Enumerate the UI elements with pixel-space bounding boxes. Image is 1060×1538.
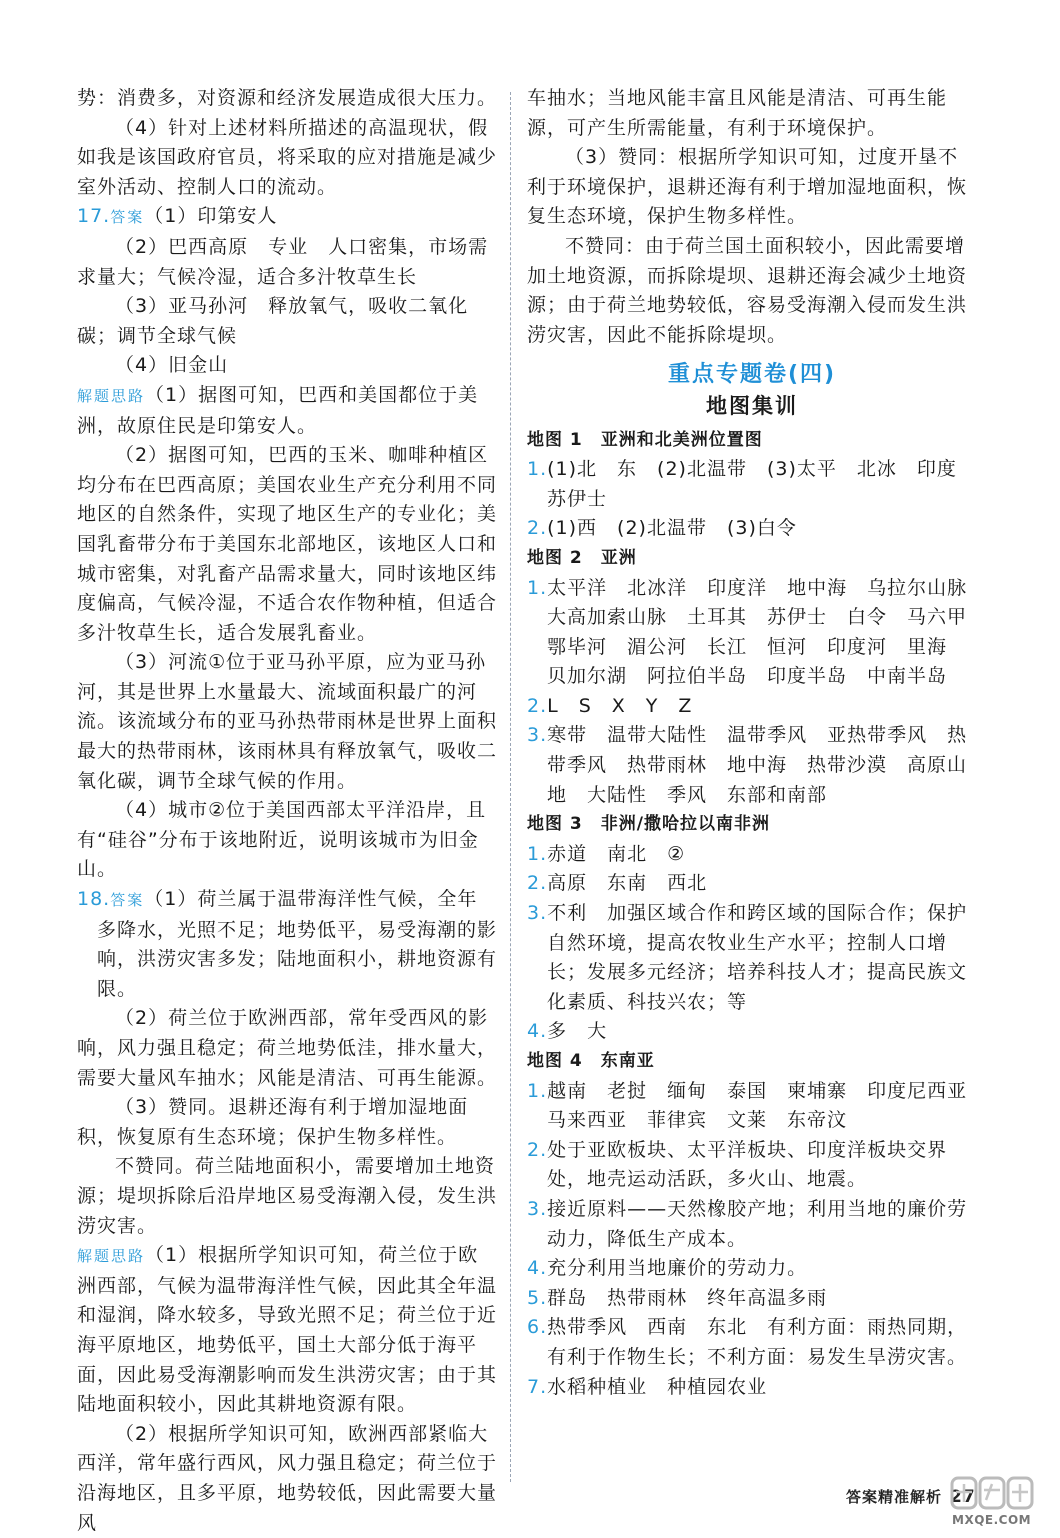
map-exercises [527, 426, 988, 1403]
item-text: L S X Y Z [547, 694, 693, 717]
left-paragraph [77, 1420, 497, 1538]
item-number: 1. [527, 842, 548, 865]
solution-label: 解题思路 [77, 1247, 146, 1266]
left-paragraph [77, 1004, 497, 1093]
right-column [527, 84, 988, 1402]
map-answer-item [527, 721, 977, 810]
paragraph-text: （2）据图可知，巴西的玉米、咖啡种植区均分布在巴西高原；美国农业生产充分利用不同地区的自然条件，实现了地区生产的专业化；美国乳畜带分布于美国东北部地区，该地区人口和城市密集，对乳畜产品需求量大，同时该地区纬度偏高，气候冷湿，不适合农作物种植，但适合多汁牧草生长，适合发展乳畜业。 [77, 444, 498, 644]
map-answer-item [527, 1313, 977, 1372]
right-paragraph [527, 143, 977, 232]
item-text: 水稻种植业 种植园农业 [547, 1375, 768, 1398]
item-number: 1. [527, 576, 548, 599]
paragraph-text: （3）赞同。退耕还海有利于增加湿地面积，恢复原有生态环境；保护生物多样性。 [77, 1096, 469, 1148]
map-heading: 地图 2 亚洲 [527, 547, 637, 568]
map-answer-item [527, 1077, 988, 1136]
item-text: 热带季风 西南 东北 有利方面：雨热同期，有利于作物生长；不利方面：易发生旱涝灾害。 [546, 1316, 968, 1368]
item-text: 越南 老挝 缅甸 泰国 柬埔寨 印度尼西亚 马来西亚 菲律宾 文莱 东帝汶 [546, 1079, 988, 1132]
answer-label: 答案 [110, 891, 145, 910]
item-text: 接近原料——天然橡胶产地；利用当地的廉价劳动力，降低生产成本。 [546, 1197, 968, 1250]
page-number: 27 [950, 1487, 976, 1507]
solution-label: 解题思路 [77, 386, 146, 405]
map-answer-item [527, 1373, 977, 1403]
question-number: 17. [77, 205, 111, 228]
map-answer-item [527, 514, 977, 544]
map-answer-item [527, 1254, 977, 1284]
map-answer-item [527, 899, 977, 1017]
paragraph-text: （3）亚马孙河 释放氧气，吸收二氧化碳；调节全球气候 [77, 295, 469, 347]
paragraph-text: （3）河流①位于亚马孙平原，应为亚马孙河，其是世界上水量最大、流域面积最广的河流。该流域分布的亚马孙热带雨林是世界上面积最大的热带雨林，该雨林具有释放氧气，吸收二氧化碳，调节全球气候的作用。 [77, 651, 498, 792]
item-text: 高原 东南 西北 [547, 872, 708, 895]
item-number: 2. [527, 694, 548, 717]
item-number: 4. [527, 1257, 548, 1280]
left-paragraph [77, 381, 497, 441]
map-answer-item [527, 1195, 977, 1254]
paragraph-text: （2）荷兰位于欧洲西部，常年受西风的影响，风力强且稳定；荷兰地势低洼，排水量大，需要大量风车抽水；风能是清洁、可再生能源。 [77, 1007, 498, 1089]
left-paragraph [77, 1152, 497, 1241]
paragraph-text: （1）印第安人 [144, 205, 278, 228]
map-answer-item [527, 1017, 977, 1047]
paragraph-text: 车抽水；当地风能丰富且风能是清洁、可再生能源，可产生所需能量，有利于环境保护。 [527, 87, 948, 139]
item-text: 充分利用当地廉价的劳动力。 [547, 1257, 808, 1280]
paragraph-text: （4）旧金山 [115, 354, 229, 377]
sub-title: 地图集训 [706, 393, 798, 418]
footer-label: 答案精准解析 [846, 1488, 943, 1506]
item-text: 太平洋 北冰洋 印度洋 地中海 乌拉尔山脉 大高加索山脉 土耳其 苏伊士 白令 马六甲 鄂毕河 湄公河 长江 恒河 印度河 里海 贝加尔湖 阿拉伯半岛 印度半岛 中南半岛 [546, 576, 988, 688]
paragraph-text: （4）城市②位于美国西部太平洋沿岸，且有“硅谷”分布于该地附近，说明该城市为旧金山。 [77, 799, 487, 881]
left-paragraph [77, 292, 497, 351]
map-answer-item [527, 1284, 977, 1314]
watermark-text: MXQE.COM [952, 1513, 1032, 1527]
right-top-answers [527, 84, 977, 350]
item-number: 5. [527, 1286, 548, 1309]
item-text: 多 大 [547, 1020, 608, 1043]
answer-label: 答案 [110, 208, 145, 227]
paragraph-text: 不赞同。荷兰陆地面积小，需要增加土地资源；堤坝拆除后沿岸地区易受海潮入侵，发生洪涝灾害。 [77, 1155, 498, 1237]
right-paragraph [527, 84, 977, 143]
right-paragraph [527, 232, 977, 350]
map-answer-item [527, 869, 977, 899]
item-number: 4. [527, 1020, 548, 1043]
paragraph-text: （1）荷兰属于温带海洋性气候，全年多降水，光照不足；地势低平，易受海潮的影响，洪涝灾害多发；陆地面积小，耕地资源有限。 [96, 888, 497, 1000]
item-text: 群岛 热带雨林 终年高温多雨 [547, 1286, 828, 1309]
left-paragraph [77, 114, 497, 203]
item-text: 处于亚欧板块、太平洋板块、印度洋板块交界处，地壳运动活跃，多火山、地震。 [546, 1138, 948, 1191]
map-answer-item [527, 840, 977, 870]
paragraph-text: （2）巴西高原 专业 人口密集，市场需求量大；气候冷湿，适合多汁牧草生长 [77, 235, 489, 288]
paragraph-text: （1）根据所学知识可知，荷兰位于欧洲西部，气候为温带海洋性气候，因此其全年温和湿润，降水较多，导致光照不足；荷兰位于近海平原地区，地势低平，国土大部分低于海平面，因此易受海潮影响而发生洪涝灾害；由于其陆地面积较小，因此其耕地资源有限。 [77, 1244, 498, 1416]
item-number: 1. [527, 458, 548, 481]
paragraph-text: （4）针对上述材料所描述的高温现状，假如我是该国政府官员，将采取的应对措施是减少室外活动、控制人口的流动。 [77, 116, 498, 198]
item-number: 2. [527, 872, 548, 895]
item-number: 3. [527, 724, 548, 747]
map-heading: 地图 3 非洲/撒哈拉以南非洲 [527, 814, 770, 835]
item-text: 赤道 南北 ② [547, 842, 686, 865]
item-text: (1)北 东 (2)北温带 (3)太平 北冰 印度 苏伊士 [546, 458, 977, 510]
map-answer-item [527, 574, 988, 692]
left-paragraph [77, 441, 497, 648]
item-text: (1)西 (2)北温带 (3)白令 [547, 517, 797, 540]
left-paragraph [77, 796, 497, 885]
left-paragraph [77, 1241, 497, 1420]
left-paragraph [77, 84, 497, 114]
item-number: 1. [527, 1079, 548, 1102]
map-answer-item [527, 692, 977, 722]
item-text: 不利 加强区域合作和跨区域的国际合作；保护自然环境，提高农牧业生产水平；控制人口增长；发展多元经济；培养科技人才；提高民族文化素质、科技兴农；等 [546, 902, 968, 1013]
item-number: 2. [527, 517, 548, 540]
map-heading: 地图 4 东南亚 [527, 1051, 655, 1071]
map-answer-item [527, 455, 977, 514]
paragraph-text: （1）据图可知，巴西和美国都位于美洲，故原住民是印第安人。 [77, 383, 479, 437]
item-number: 3. [527, 902, 548, 925]
question-number: 18. [77, 888, 111, 911]
map-heading: 地图 1 亚洲和北美洲位置图 [527, 429, 763, 450]
paragraph-text: 不赞同：由于荷兰国土面积较小，因此需要增加土地资源，而拆除堤坝、退耕还海会减少土地资源；由于荷兰地势较低，容易受海潮入侵而发生洪涝灾害，因此不能拆除堤坝。 [527, 234, 968, 346]
left-paragraph [77, 1093, 497, 1152]
paragraph-text: （3）赞同：根据所学知识可知，过度开垦不利于环境保护，退耕还海有利于增加湿地面积，恢复生态环境，保护生物多样性。 [527, 146, 968, 228]
paragraph-text: （2）根据所学知识可知，欧洲西部紧临大西洋，常年盛行西风，风力强且稳定；荷兰位于沿海地区，且多平原，地势较低，因此需要大量风 [77, 1422, 498, 1534]
item-number: 7. [527, 1375, 548, 1398]
left-paragraph [77, 351, 497, 381]
left-paragraph [77, 202, 497, 233]
left-column [77, 84, 497, 1538]
left-paragraph [77, 648, 497, 796]
item-number: 3. [527, 1197, 548, 1220]
map-answer-item [527, 1136, 977, 1195]
item-number: 2. [527, 1138, 548, 1161]
column-divider [510, 92, 511, 1482]
item-text: 寒带 温带大陆性 温带季风 亚热带季风 热带季风 热带雨林 地中海 热带沙漠 高原山地 大陆性 季风 东部和南部 [546, 724, 968, 806]
left-paragraph [77, 885, 497, 1004]
paragraph-text: 势：消费多，对资源和经济发展造成很大压力。 [77, 87, 498, 109]
item-number: 6. [527, 1316, 548, 1339]
left-paragraph [77, 233, 497, 292]
section-title: 重点专题卷(四) [667, 362, 837, 388]
